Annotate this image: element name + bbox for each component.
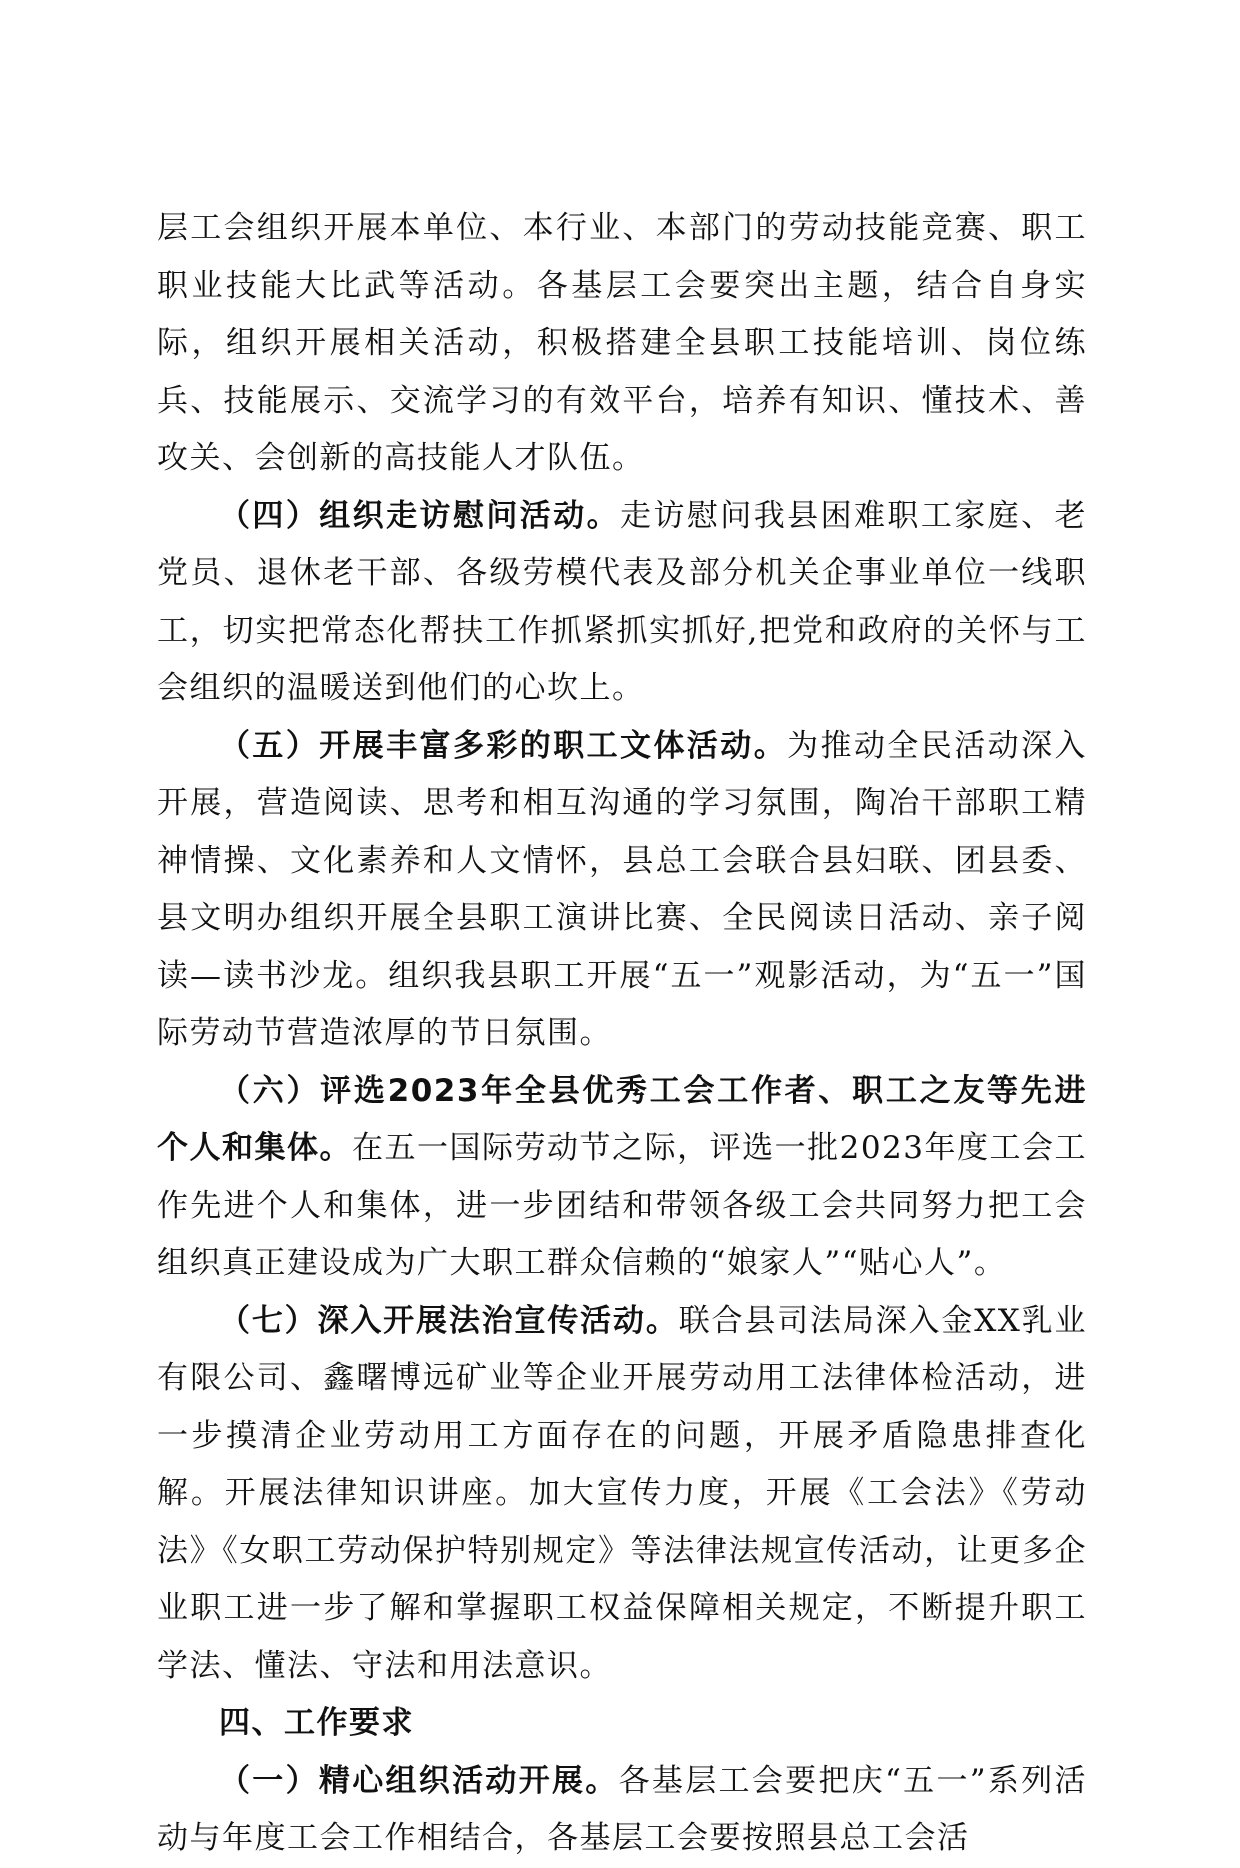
section-heading: 四、工作要求: [219, 1705, 414, 1741]
paragraph-body: 为推动全民活动深入开展，营造阅读、思考和相互沟通的学习氛围，陶冶干部职工精神情操、文化素养和人文情怀，县总工会联合县妇联、团县委、县文明办组织开展全县职工演讲比赛、全民阅读日活动、亲子阅读—读书沙龙。组织我县职工开展“五一”观影活动，为“五一”国际劳动节营造浓厚的节日氛围。: [157, 727, 1087, 1051]
paragraph-lead: （五）开展丰富多彩的职工文体活动。: [219, 727, 788, 764]
document-body: [157, 200, 1087, 1868]
paragraph-lead: （四）组织走访慰问活动。: [219, 497, 621, 534]
paragraph-cultural-activities: [157, 718, 1087, 1063]
paragraph-lead: （六）评选2023年全县优秀工会工作者、职工之友等先进个人和集体。: [157, 1072, 1087, 1166]
paragraph-body: 层工会组织开展本单位、本行业、本部门的劳动技能竞赛、职工职业技能大比武等活动。各基层工会要突出主题，结合自身实际，组织开展相关活动，积极搭建全县职工技能培训、岗位练兵、技能展示、交流学习的有效平台，培养有知识、懂技术、善攻关、会创新的高技能人才队伍。: [157, 210, 1087, 476]
paragraph-legal-publicity: [157, 1293, 1087, 1696]
paragraph-lead: （一）精心组织活动开展。: [219, 1762, 619, 1799]
paragraph-body: 各基层工会要把庆“五一”系列活动与年度工会工作相结合，各基层工会要按照县总工会活: [157, 1762, 1088, 1856]
paragraph-lead: （七）深入开展法治宣传活动。: [219, 1302, 679, 1339]
paragraph-body: 走访慰问我县困难职工家庭、老党员、退休老干部、各级劳模代表及部分机关企事业单位一线职工，切实把常态化帮扶工作抓紧抓实抓好,把党和政府的关怀与工会组织的温暖送到他们的心坎上。: [157, 497, 1088, 706]
paragraph-skills-competition: [157, 200, 1087, 488]
paragraph-body: 在五一国际劳动节之际，评选一批2023年度工会工作先进个人和集体，进一步团结和带领各级工会共同努力把工会组织真正建设成为广大职工群众信赖的“娘家人”“贴心人”。: [157, 1130, 1088, 1281]
paragraph-body: 联合县司法局深入金XX乳业有限公司、鑫曙博远矿业等企业开展劳动用工法律体检活动，进一步摸清企业劳动用工方面存在的问题，开展矛盾隐患排查化解。开展法律知识讲座。加大宣传力度，开展《工会法》《劳动法》《女职工劳动保护特别规定》等法律法规宣传活动，让更多企业职工进一步了解和掌握职工权益保障相关规定，不断提升职工学法、懂法、守法和用法意识。: [157, 1302, 1088, 1684]
paragraph-award-selection: [157, 1063, 1087, 1293]
paragraph-organize-activities: [157, 1753, 1087, 1868]
paragraph-visit-condolence: [157, 488, 1087, 718]
